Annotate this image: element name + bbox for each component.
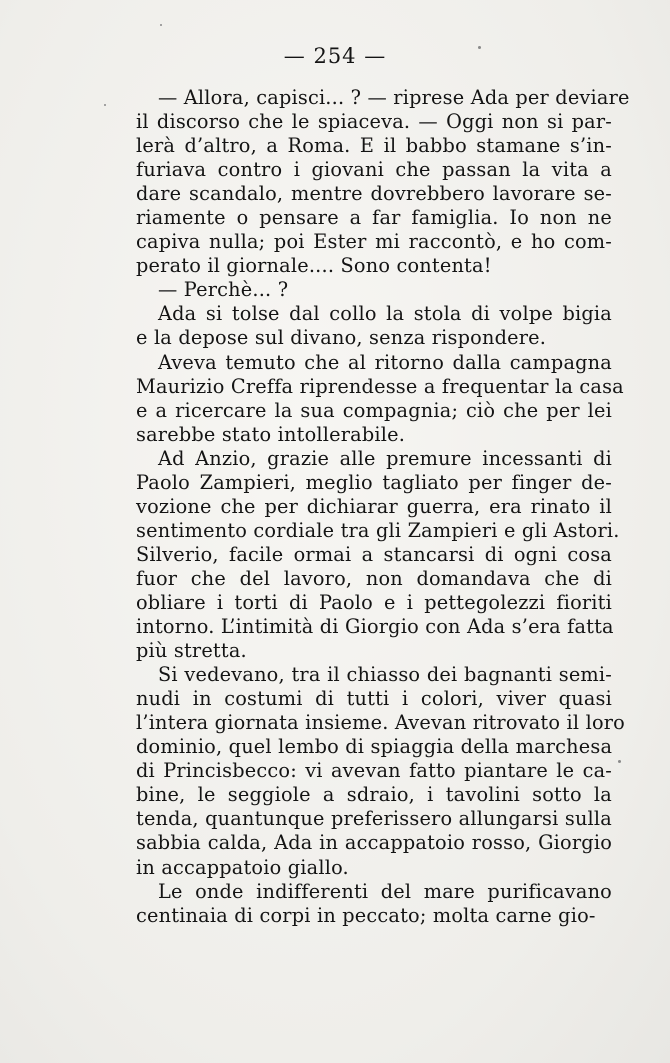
text-line: sentimento cordiale tra gli Zampieri e gli Astori. <box>136 518 620 542</box>
text-line: sarebbe stato intollerabile. <box>136 422 406 446</box>
text-line: bine, le seggiole a sdraio, i tavolini sotto la <box>136 783 612 807</box>
body-text <box>136 86 630 928</box>
text-line: l’intera giornata insieme. Avevan ritrovato il loro <box>136 711 625 735</box>
text-line: lerà d’altro, a Roma. E il babbo stamane s’in- <box>136 134 612 158</box>
ink-speck <box>618 760 621 763</box>
text-line: perato il giornale.... Sono contenta! <box>136 254 492 278</box>
text-line: di Princisbecco: vi avevan fatto piantare le ca- <box>136 759 612 783</box>
page-number: — 254 — <box>283 44 387 68</box>
text-line: Aveva temuto che al ritorno dalla campagna <box>158 350 612 374</box>
text-line: vozione che per dichiarar guerra, era rinato il <box>136 494 612 518</box>
text-line: — Perchè... ? <box>158 278 289 302</box>
text-line: riamente o pensare a far famiglia. Io non ne <box>136 206 612 230</box>
ink-speck <box>478 46 481 49</box>
text-line: capiva nulla; poi Ester mi raccontò, e ho com- <box>136 230 612 254</box>
text-line: Maurizio Creffa riprendesse a frequentar la casa <box>136 374 624 398</box>
text-line: fuor che del lavoro, non domandava che di <box>136 566 612 590</box>
text-line: dare scandalo, mentre dovrebbero lavorare se- <box>136 182 612 206</box>
text-line: Ada si tolse dal collo la stola di volpe bigia <box>158 302 612 326</box>
text-line: più stretta. <box>136 639 247 663</box>
text-line: furiava contro i giovani che passan la vita a <box>136 158 612 182</box>
ink-speck <box>104 104 106 106</box>
text-line: dominio, quel lembo di spiaggia della marchesa <box>136 735 613 759</box>
text-line: Paolo Zampieri, meglio tagliato per finger de- <box>136 470 612 494</box>
text-line: sabbia calda, Ada in accappatoio rosso, Giorgio <box>136 831 612 855</box>
text-line: obliare i torti di Paolo e i pettegolezzi fioriti <box>136 590 612 614</box>
text-line: in accappatoio giallo. <box>136 855 349 879</box>
text-line: Ad Anzio, grazie alle premure incessanti di <box>158 446 612 470</box>
text-line: — Allora, capisci... ? — riprese Ada per deviare <box>158 86 630 109</box>
text-line: centinaia di corpi in peccato; molta carne gio- <box>136 903 596 927</box>
text-line: e la depose sul divano, senza rispondere. <box>136 326 547 350</box>
text-line: intorno. L’intimità di Giorgio con Ada s’era fatta <box>136 615 614 639</box>
text-line: e a ricercare la sua compagnia; ciò che per lei <box>136 398 612 422</box>
text-line: tenda, quantunque preferissero allungarsi sulla <box>136 807 612 831</box>
text-line: nudi in costumi di tutti i colori, viver quasi <box>136 687 612 711</box>
ink-speck <box>160 24 162 26</box>
text-line: Le onde indifferenti del mare purificavano <box>158 879 612 903</box>
text-line: il discorso che le spiaceva. — Oggi non si par- <box>136 110 612 134</box>
text-line: Silverio, facile ormai a stancarsi di ogni cosa <box>136 542 612 566</box>
text-line: Si vedevano, tra il chiasso dei bagnanti semi- <box>158 663 612 687</box>
